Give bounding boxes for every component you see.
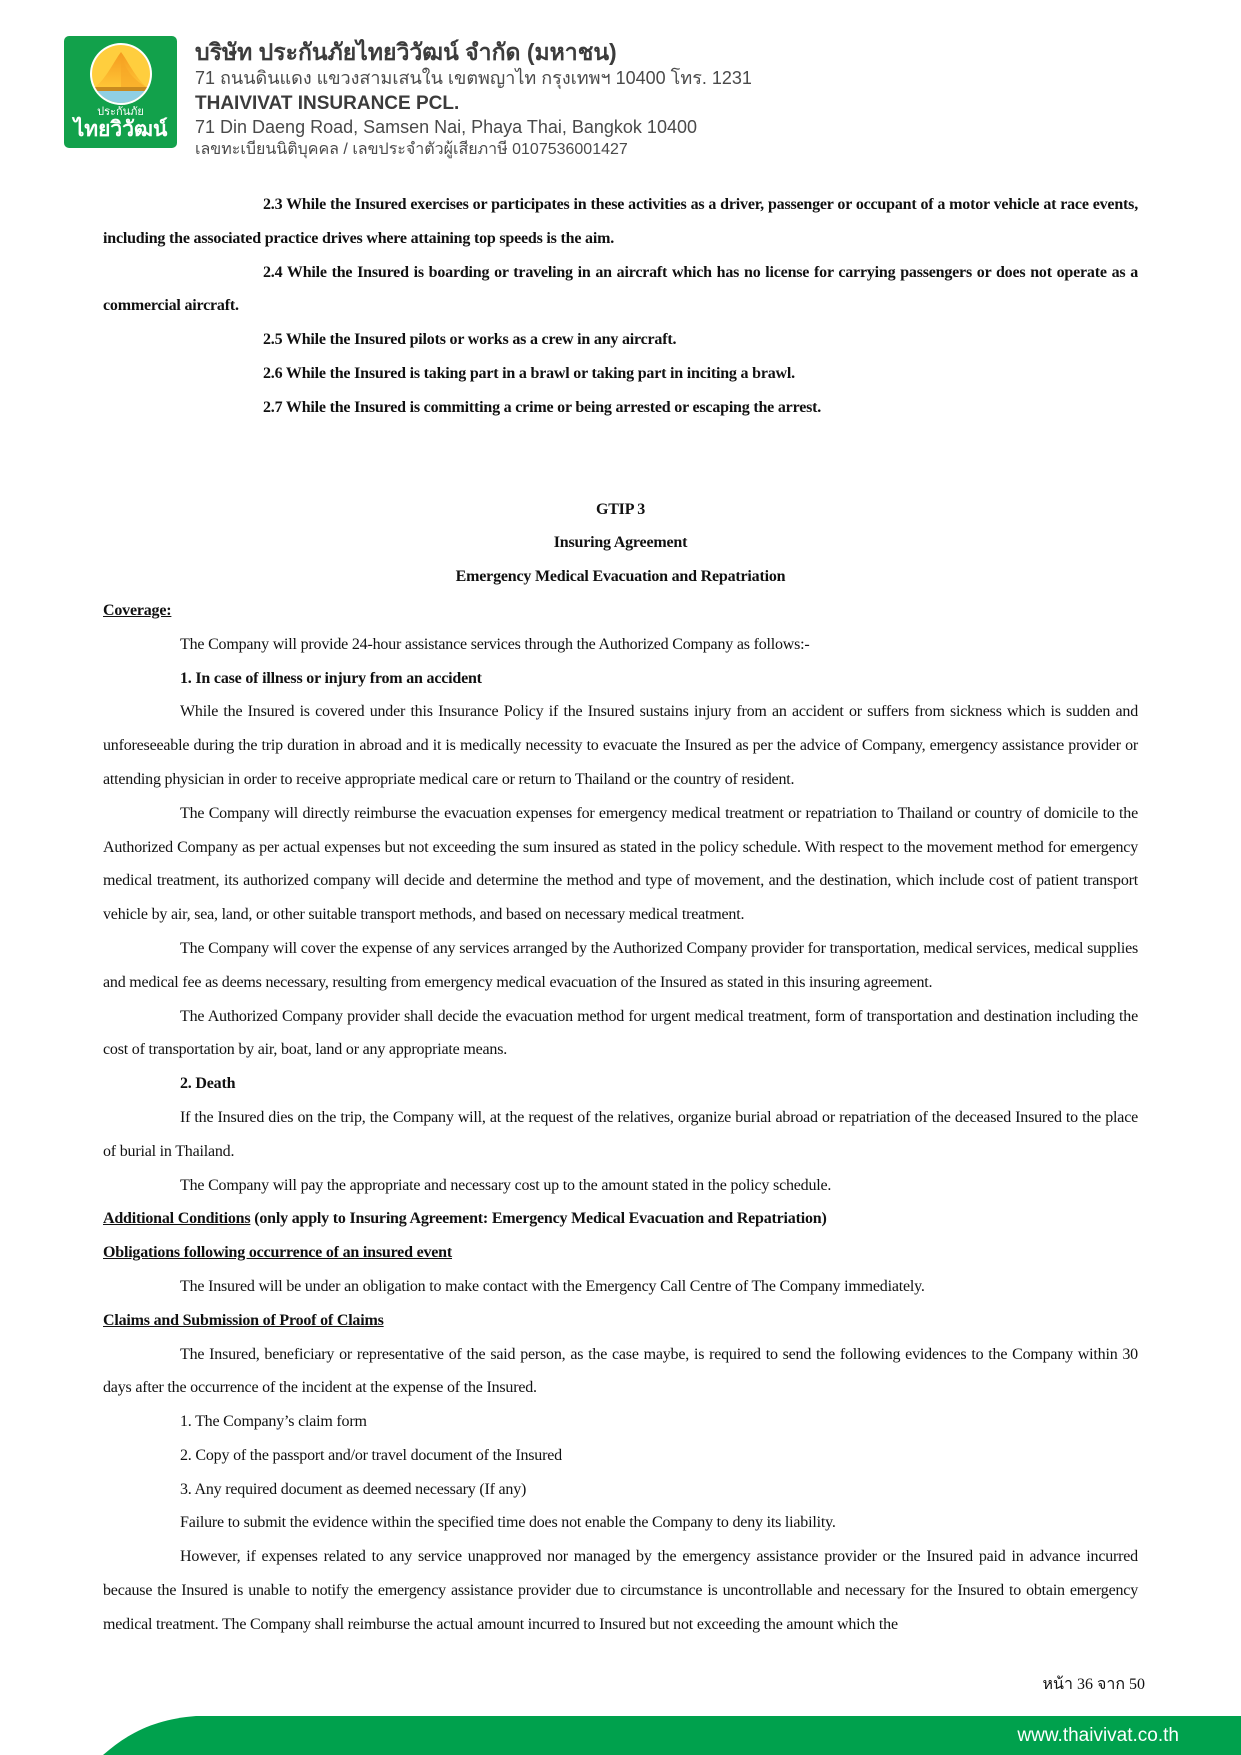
- logo-brand: ไทยวิวัฒน์: [73, 118, 168, 141]
- failure-note: Failure to submit the evidence within the specified time does not enable the Company to deny its liability.: [180, 1514, 836, 1532]
- paragraph: The Company will provide 24-hour assistance services through the Authorized Company as follows:-: [180, 635, 810, 653]
- section-title: GTIP 3: [595, 500, 646, 518]
- clause-2-6: 2.6 While the Insured is taking part in a brawl or taking part in inciting a brawl.: [263, 364, 795, 382]
- additional-conditions-heading: Additional Conditions (only apply to Insuring Agreement: Emergency Medical Evacuation and Repatriation): [103, 1210, 827, 1228]
- paragraph: The Insured will be under an obligation to make contact with the Emergency Call Centre of The Company immediately.: [180, 1277, 925, 1295]
- mountain-sun-icon: [90, 43, 152, 105]
- clause-2-5: 2.5 While the Insured pilots or works as a crew in any aircraft.: [263, 331, 677, 349]
- paragraph: The Company will pay the appropriate and necessary cost up to the amount stated in the policy schedule.: [180, 1176, 832, 1194]
- clause-2-3: 2.3 While the Insured exercises or participates in these activities as a driver, passenger or occupant of a motor vehicle at race events, including the associated practice drives where attaining top speeds is the aim.: [103, 196, 1138, 247]
- paragraph: If the Insured dies on the trip, the Company will, at the request of the relatives, organize burial abroad or repatriation of the deceased Insured to the place of burial in Thailand.: [103, 1108, 1138, 1160]
- footer-bar: [0, 1716, 1241, 1755]
- logo-tagline: ประกันภัย: [97, 106, 144, 118]
- website-label: www.thaivivat.co.th: [1017, 1724, 1179, 1746]
- document-body: [103, 188, 1138, 1642]
- paragraph: The Insured, beneficiary or representative of the said person, as the case maybe, is required to send the following evidences to the Company within 30 days after the occurrence of the incident at the expense of the Insured.: [103, 1345, 1138, 1397]
- company-name-en: THAIVIVAT INSURANCE PCL.: [195, 93, 460, 114]
- paragraph: The Company will directly reimburse the evacuation expenses for emergency medical treatment or repatriation to Thailand or country of domicile to the Authorized Company as per actual expenses but not exceeding the sum insured as stated in the policy schedule. With respect to the movement method for emergency medical treatment, its authorized company will decide and determine the method and type of movement, and the destination, which include cost of patient transport vehicle by air, sea, land, or other suitable transport methods, and based on necessary medical treatment.: [103, 804, 1138, 924]
- clause-2-7: 2.7 While the Insured is committing a crime or being arrested or escaping the arrest.: [263, 398, 822, 416]
- evidence-item-3: 3. Any required document as deemed necessary (If any): [180, 1480, 527, 1498]
- company-logo: [64, 36, 177, 148]
- subheading-death: 2. Death: [180, 1075, 236, 1093]
- claims-heading: Claims and Submission of Proof of Claims: [103, 1311, 384, 1329]
- paragraph: The Authorized Company provider shall decide the evacuation method for urgent medical treatment, form of transportation and destination including the cost of transportation by air, boat, land or any appropriate means.: [103, 1007, 1138, 1059]
- section-subtitle-2: Emergency Medical Evacuation and Repatriation: [455, 568, 786, 586]
- paragraph: While the Insured is covered under this Insurance Policy if the Insured sustains injury from an accident or suffers from sickness which is sudden and unforeseeable during the trip duration in abroad and it is medically necessity to evacuate the Insured as per the advice of Company, emergency assistance provider or attending physician in order to receive appropriate medical care or return to Thailand or the country of resident.: [103, 703, 1138, 788]
- company-name-th: บริษัท ประกันภัยไทยวิวัฒน์ จำกัด (มหาชน): [195, 39, 617, 65]
- subheading-illness: 1. In case of illness or injury from an accident: [180, 669, 482, 687]
- page-number: หน้า 36 จาก 50: [1042, 1676, 1145, 1693]
- section-subtitle: Insuring Agreement: [553, 534, 688, 552]
- letterhead-text: [195, 36, 752, 161]
- letterhead: [64, 36, 752, 161]
- company-address-th: 71 ถนนดินแดง แขวงสามเสนใน เขตพญาไท กรุงเทพฯ 10400 โทร. 1231: [195, 68, 752, 88]
- paragraph: The Company will cover the expense of any services arranged by the Authorized Company provider for transportation, medical services, medical supplies and medical fee as deems necessary, resulting from emergency medical evacuation of the Insured as stated in this insuring agreement.: [103, 939, 1138, 991]
- obligations-heading: Obligations following occurrence of an insured event: [103, 1244, 453, 1262]
- company-address-en: 71 Din Daeng Road, Samsen Nai, Phaya Thai, Bangkok 10400: [195, 117, 697, 137]
- underlined-heading-part: Additional Conditions: [103, 1210, 251, 1228]
- coverage-heading: Coverage:: [103, 601, 172, 619]
- evidence-item-1: 1. The Company’s claim form: [180, 1413, 367, 1431]
- clause-2-4: 2.4 While the Insured is boarding or traveling in an aircraft which has no license for carrying passengers or does not operate as a commercial aircraft.: [103, 263, 1138, 315]
- evidence-item-2: 2. Copy of the passport and/or travel document of the Insured: [180, 1446, 562, 1464]
- company-registration: เลขทะเบียนนิติบุคคล / เลขประจำตัวผู้เสียภาษี 0107536001427: [195, 141, 628, 158]
- paragraph: However, if expenses related to any service unapproved nor managed by the emergency assistance provider or the Insured paid in advance incurred because the Insured is unable to notify the emergency assistance provider due to circumstance is uncontrollable and necessary for the Insured to obtain emergency medical treatment. The Company shall reimburse the actual amount incurred to Insured but not exceeding the amount which the: [103, 1548, 1138, 1633]
